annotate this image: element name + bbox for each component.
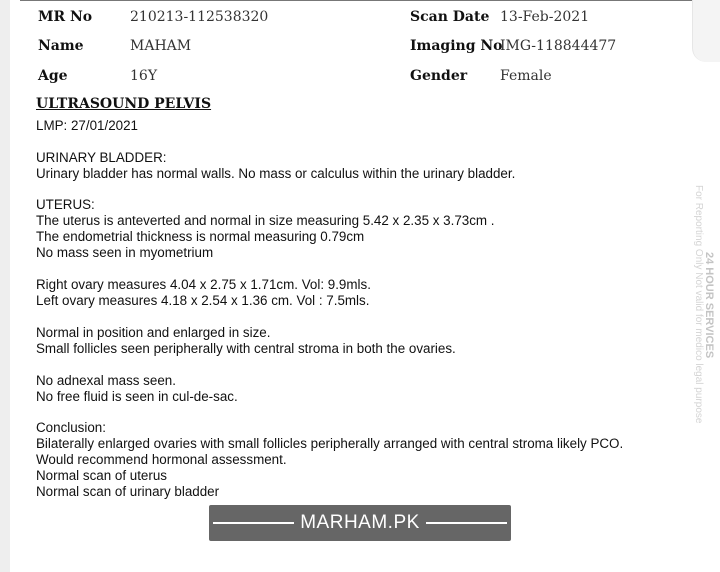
age-label: Age xyxy=(38,68,68,84)
lmp-line: LMP: 27/01/2021 xyxy=(36,118,138,133)
side-note-services: 24 HOUR SERVICES xyxy=(703,252,715,359)
name-value: MAHAM xyxy=(130,38,192,54)
top-divider xyxy=(20,0,720,1)
report-line: No adnexal mass seen. xyxy=(36,373,176,388)
report-line: Would recommend hormonal assessment. xyxy=(36,452,287,467)
report-line: No mass seen in myometrium xyxy=(36,245,214,260)
gender-value: Female xyxy=(500,68,552,84)
report-line: Left ovary measures 4.18 x 2.54 x 1.36 cm. Vol : 7.5mls. xyxy=(36,293,370,308)
name-label: Name xyxy=(38,38,84,54)
report-line: Small follicles seen peripherally with central stroma in both the ovaries. xyxy=(36,341,456,356)
report-line: Right ovary measures 4.04 x 2.75 x 1.71cm. Vol: 9.9mls. xyxy=(36,277,371,292)
watermark-text: MARHAM.PK xyxy=(300,512,420,533)
report-title: ULTRASOUND PELVIS xyxy=(36,96,212,112)
age-value: 16Y xyxy=(130,68,158,84)
report-line: Normal scan of uterus xyxy=(36,468,167,483)
section-heading-uterus: UTERUS: xyxy=(36,197,95,212)
report-line: The endometrial thickness is normal measuring 0.79cm xyxy=(36,229,365,244)
imaging-no-label: Imaging No xyxy=(410,38,503,54)
mr-no-value: 210213-112538320 xyxy=(130,9,269,25)
report-line: Normal scan of urinary bladder xyxy=(36,484,220,499)
gender-label: Gender xyxy=(410,68,468,84)
section-heading-conclusion: Conclusion: xyxy=(36,420,106,435)
watermark-rule-right xyxy=(426,522,507,524)
corner-tab xyxy=(692,0,720,62)
side-note-reporting: For Reporting Only Not valid for medico legal purpose xyxy=(693,185,704,424)
marham-watermark xyxy=(209,505,511,541)
report-line: Urinary bladder has normal walls. No mass or calculus within the urinary bladder. xyxy=(36,166,516,181)
section-heading-urinary-bladder: URINARY BLADDER: xyxy=(36,150,167,165)
mr-no-label: MR No xyxy=(38,9,93,25)
report-line: The uterus is anteverted and normal in size measuring 5.42 x 2.35 x 3.73cm . xyxy=(36,213,495,228)
scan-date-value: 13-Feb-2021 xyxy=(500,9,590,25)
report-line: No free fluid is seen in cul-de-sac. xyxy=(36,389,238,404)
report-line: Normal in position and enlarged in size. xyxy=(36,325,271,340)
watermark-rule-left xyxy=(213,522,294,524)
scan-date-label: Scan Date xyxy=(410,9,490,25)
imaging-no-value: IMG-118844477 xyxy=(500,38,617,54)
report-line: Bilaterally enlarged ovaries with small follicles peripherally arranged with central stroma likely PCO. xyxy=(36,436,624,451)
